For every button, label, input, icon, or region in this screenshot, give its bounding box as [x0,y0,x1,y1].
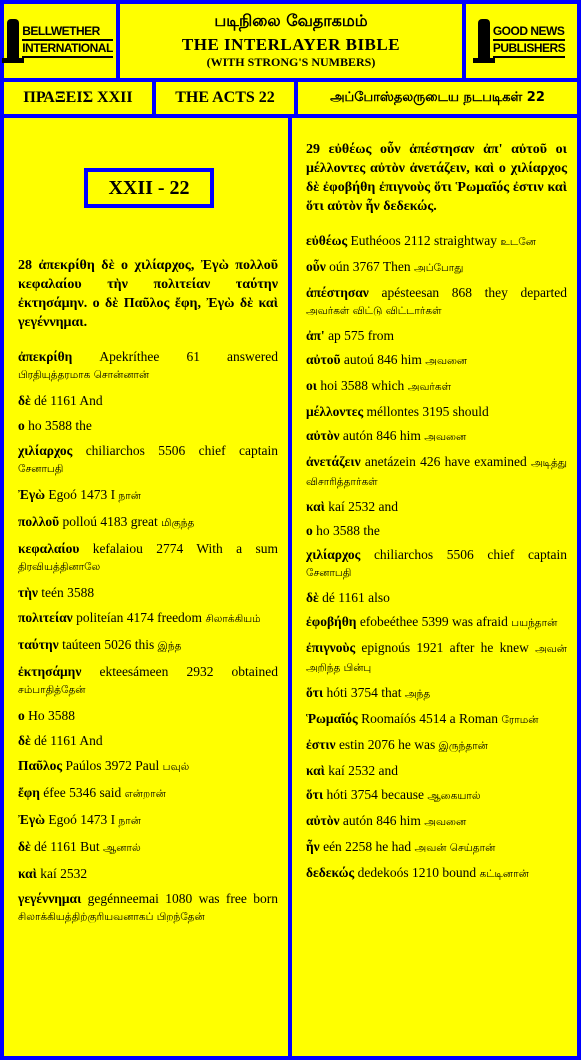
goodnews-figure-icon [478,19,490,63]
goodnews-logo [466,4,577,78]
tamil-gloss: அவர்கள் [407,381,452,393]
definition: Ho 3588 [28,708,75,723]
definition: estin 2076 he was [338,737,436,752]
greek-word: δὲ [306,590,319,605]
greek-word: ὅτι [306,685,324,700]
greek-word: ο [18,708,25,723]
greek-word: Ἐγὼ [18,812,45,827]
word-entry [18,348,278,384]
definition: ekteesámeen 2932 obtained [99,664,278,679]
tamil-gloss: அவன் அறிந்த பின்பு [306,643,567,674]
definition: oún 3767 Then [329,259,411,274]
word-entry [306,327,567,344]
word-entry [306,232,567,251]
tamil-gloss: அவர்கள் விட்டு விட்டார்கள் [306,305,442,317]
word-entry [18,732,278,749]
word-entry [306,812,567,831]
tamil-gloss: சேனாபதி [18,463,64,475]
greek-word: εὐθέως [306,233,348,248]
word-entry [18,392,278,409]
definition: ho 3588 the [28,418,92,433]
tamil-gloss: சிலாக்கியம் [205,613,261,625]
greek-word: αὐτὸν [306,428,340,443]
title-english: THE INTERLAYER BIBLE [181,35,401,54]
word-entry [306,453,567,491]
word-entry [306,284,567,320]
tamil-gloss: அப்போது [414,262,464,274]
word-entry [306,522,567,539]
word-entry [18,811,278,830]
word-entry [18,707,278,724]
greek-word: Ἐγὼ [18,487,45,502]
tamil-gloss: பிரதியுத்தரமாக சொன்னான் [18,369,150,381]
definition: Egoó 1473 I [48,487,116,502]
greek-word: πολλοῦ [18,514,60,529]
word-entry [306,736,567,755]
word-entry [306,710,567,729]
right-word-list [306,232,567,883]
definition: hóti 3754 that [326,685,402,700]
definition: polloú 4183 great [62,514,158,529]
greek-word: ἦν [306,839,320,854]
word-entry [18,757,278,776]
greek-word: ἐπιγνοὺς [306,640,356,655]
tamil-gloss: அடித்து விசாரித்தார்கள் [306,457,567,488]
tamil-gloss: திரவியத்தினாலே [18,561,101,573]
tamil-gloss: நான் [118,815,141,827]
definition: autoú 846 him [343,352,422,367]
definition: politeían 4174 freedom [76,610,203,625]
left-word-list [18,348,278,926]
greek-word: ο [306,523,313,538]
verse-29-text: 29 εὐθέως οὖν ἀπέστησαν ἀπ' αὐτοῦ οι μέλλοντες αὐτὸν ἀνετάζειν, καὶ ο χιλίαρχος δὲ ἐφοβήθη ἐπιγνοὺς ὅτι Ῥωμαῖός ἐστιν καὶ ὅτι αὐτὸν ἦν δεδεκώς. [306,142,567,214]
left-logo-line2: INTERNATIONAL [22,41,113,58]
tamil-gloss: அவனை [424,431,467,443]
tamil-gloss: அவனை [424,816,467,828]
greek-word: καὶ [18,866,37,881]
greek-word: αὐτὸν [306,813,340,828]
word-entry [18,784,278,803]
tamil-gloss: கட்டினான் [479,868,529,880]
tamil-gloss: பயந்தான் [511,617,558,629]
word-entry [306,684,567,703]
greek-word: ἀνετάζειν [306,454,361,469]
title-tamil: படிநிலை வேதாகமம் [214,11,368,30]
greek-word: ἔφη [18,785,40,800]
tamil-gloss: அந்த [404,688,431,700]
greek-word: πολιτείαν [18,610,73,625]
tamil-gloss: சேனாபதி [306,567,352,579]
definition: autón 846 him [342,428,421,443]
greek-word: ο [18,418,25,433]
word-entry [18,584,278,601]
title-block [120,4,462,78]
greek-word: καὶ [306,499,325,514]
greek-word: ἀπέστησαν [306,285,369,300]
greek-word: δὲ [18,393,31,408]
greek-word: ὅτι [306,787,324,802]
definition: kaí 2532 and [328,763,398,778]
definition: Roomaíós 4514 a Roman [361,711,498,726]
definition: kaí 2532 and [328,499,398,514]
word-entry [18,865,278,882]
book-tamil: அப்போஸ்தலருடைய நடபடிகள் 22 [298,82,577,114]
tamil-gloss: அவன் செய்தான் [414,842,496,854]
word-entry [306,613,567,632]
word-entry [306,786,567,805]
greek-word: μέλλοντες [306,404,364,419]
tamil-gloss: என்றான் [124,788,166,800]
greek-word: οὖν [306,259,326,274]
tamil-gloss: ஆகையால் [427,790,481,802]
definition: dé 1161 also [322,590,390,605]
right-logo-line2: PUBLISHERS [493,41,565,58]
word-entry [306,258,567,277]
definition: teén 3588 [41,585,95,600]
greek-word: χιλίαρχος [306,547,361,562]
definition: méllontes 3195 should [366,404,489,419]
definition: kefalaiou 2774 With a sum [92,541,278,556]
definition: dé 1161 And [34,393,103,408]
word-entry [18,486,278,505]
tamil-gloss: ரோமன் [501,714,539,726]
word-entry [18,513,278,532]
word-entry [18,609,278,628]
greek-word: ἐφοβήθη [306,614,357,629]
greek-word: τὴν [18,585,38,600]
word-entry [18,838,278,857]
greek-word: οι [306,378,317,393]
definition: Apekríthee 61 answered [99,349,278,364]
definition: Egoó 1473 I [48,812,116,827]
greek-word: δὲ [18,839,31,854]
greek-word: Ῥωμαῖός [306,711,358,726]
definition: Euthéoos 2112 straightway [350,233,498,248]
greek-word: ἀπεκρίθη [18,349,73,364]
greek-word: κεφαλαίου [18,541,80,556]
word-entry [306,864,567,883]
word-entry [306,377,567,396]
definition: chiliarchos 5506 chief captain [373,547,568,562]
definition: epignoús 1921 after he knew [361,640,529,655]
word-entry [18,417,278,434]
greek-word: δὲ [18,733,31,748]
greek-word: χιλίαρχος [18,443,73,458]
word-entry [306,639,567,677]
greek-word: ἐκτησάμην [18,664,82,679]
greek-word: ταύτην [18,637,59,652]
word-entry [306,762,567,779]
tamil-gloss: நான் [118,490,141,502]
tamil-gloss: இருந்தான் [438,740,488,752]
word-entry [18,890,278,926]
tamil-gloss: சிலாக்கியத்திற்குரியவனாகப் பிறந்தேன் [18,911,205,923]
tamil-gloss: அவனை [425,355,468,367]
word-entry [18,540,278,576]
definition: anetázein 426 have examined [364,454,527,469]
word-entry [306,351,567,370]
tamil-gloss: இந்த [157,640,182,652]
right-logo-line1: GOOD NEWS [493,24,565,41]
book-english: THE ACTS 22 [156,82,294,114]
book-greek: ΠΡΑΞΕΙΣ XXII [4,82,152,114]
greek-word: αὐτοῦ [306,352,341,367]
chapter-label: XXII - 22 [84,168,214,208]
word-entry [306,403,567,420]
tamil-gloss: பவுல் [162,761,190,773]
definition: autón 846 him [342,813,421,828]
definition: hóti 3754 because [326,787,425,802]
definition: apésteesan 868 they departed [381,285,568,300]
bellwether-figure-icon [7,19,19,63]
greek-word: ἀπ' [306,328,325,343]
definition: hoi 3588 which [320,378,405,393]
definition: Paúlos 3972 Paul [65,758,160,773]
definition: ap 575 from [328,328,395,343]
greek-word: ἐστιν [306,737,336,752]
word-entry [306,589,567,606]
word-entry [306,546,567,582]
tamil-gloss: ஆனால் [103,842,141,854]
left-column [4,118,288,1056]
greek-word: Παῦλος [18,758,63,773]
word-entry [306,427,567,446]
greek-word: γεγέννημαι [18,891,82,906]
definition: eén 2258 he had [323,839,412,854]
right-column [292,118,577,1056]
definition: kaí 2532 [40,866,88,881]
definition: éfee 5346 said [43,785,122,800]
definition: ho 3588 the [316,523,380,538]
definition: dé 1161 But [34,839,100,854]
word-entry [306,838,567,857]
tamil-gloss: மிகுந்த [161,517,195,529]
tamil-gloss: உடனே [500,236,536,248]
definition: chiliarchos 5506 chief captain [85,443,279,458]
definition: dedekoós 1210 bound [357,865,477,880]
greek-word: καὶ [306,763,325,778]
tamil-gloss: சம்பாதித்தேன் [18,684,86,696]
word-entry [18,442,278,478]
word-entry [18,636,278,655]
definition: taúteen 5026 this [62,637,155,652]
title-sub: (WITH STRONG'S NUMBERS) [206,55,376,69]
definition: dé 1161 And [34,733,103,748]
greek-word: δεδεκώς [306,865,355,880]
word-entry [306,498,567,515]
left-logo-line1: BELLWETHER [22,24,113,41]
word-entry [18,663,278,699]
definition: gegénneemai 1080 was free born [87,891,278,906]
verse-28-text: 28 ἀπεκρίθη δὲ ο χιλίαρχος, Ἐγὼ πολλοῦ κεφαλαίου τὴν πολιτείαν ταύτην ἐκτησάμην. ο δὲ Παῦλος ἔφη, Ἐγὼ δὲ καὶ γεγέννημαι. [18,258,278,330]
bellwether-logo [4,4,116,78]
definition: efobeéthee 5399 was afraid [359,614,508,629]
